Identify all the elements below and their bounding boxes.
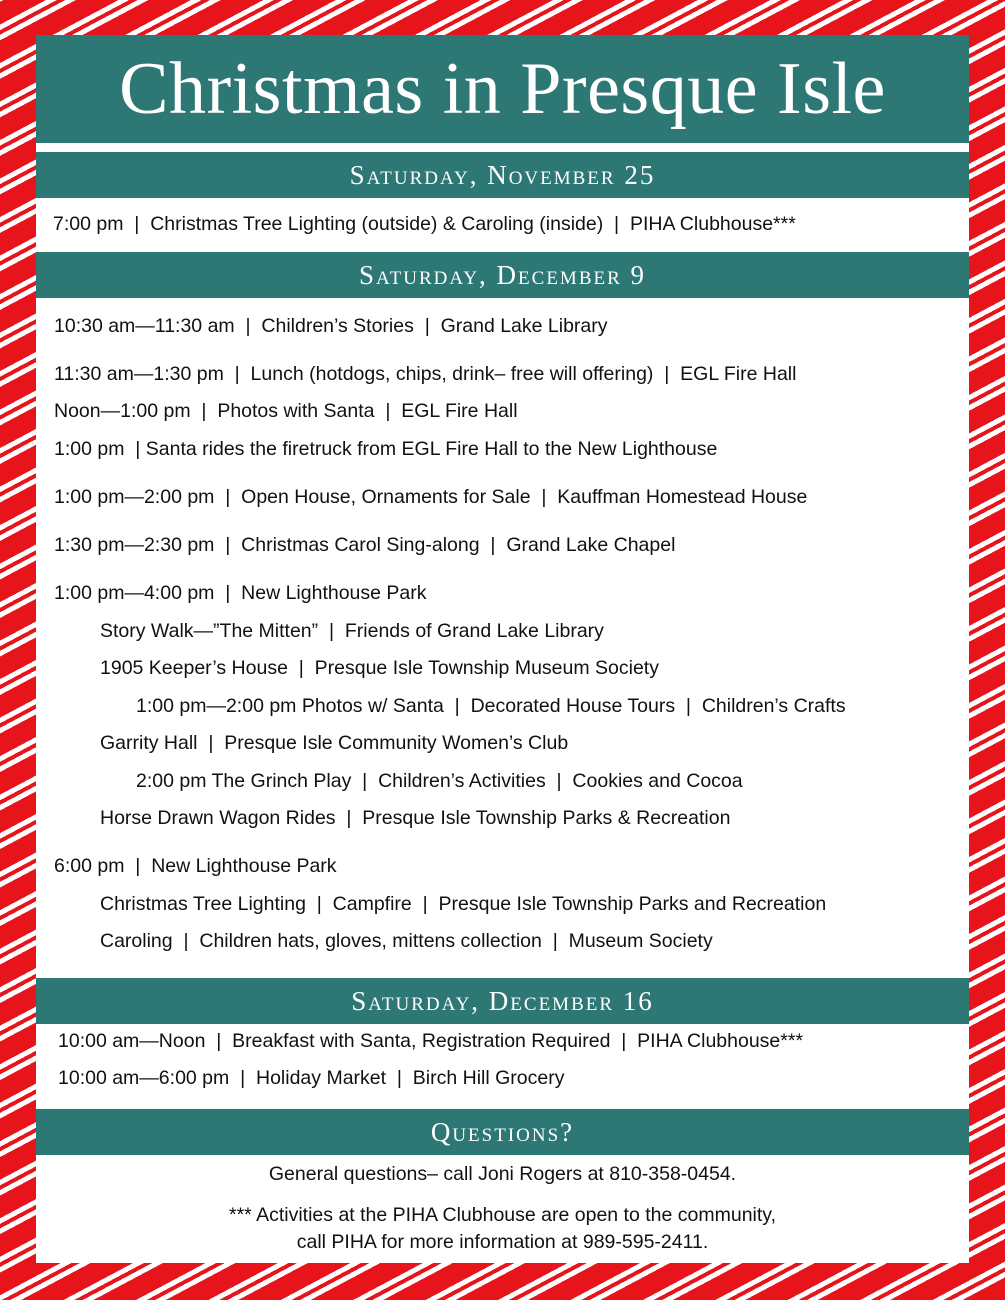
- event-subline: 1905 Keeper’s House | Presque Isle Township Museum Society: [100, 657, 659, 679]
- questions-line: call PIHA for more information at 989-595-2411.: [296, 1231, 709, 1253]
- flyer: [36, 35, 969, 1263]
- event-subline: Christmas Tree Lighting | Campfire | Presque Isle Township Parks and Recreation: [100, 893, 827, 915]
- section-heading-dec16: Saturday, December 16: [36, 978, 969, 1024]
- event-line: 7:00 pm | Christmas Tree Lighting (outside) & Caroling (inside) | PIHA Clubhouse***: [53, 213, 796, 235]
- event-line: 1:00 pm—2:00 pm | Open House, Ornaments for Sale | Kauffman Homestead House: [54, 486, 808, 508]
- event-line: 10:00 am—6:00 pm | Holiday Market | Birch Hill Grocery: [58, 1067, 565, 1089]
- page-title: Christmas in Presque Isle: [36, 35, 969, 143]
- event-subline: Garrity Hall | Presque Isle Community Women’s Club: [100, 732, 569, 754]
- event-line: 1:30 pm—2:30 pm | Christmas Carol Sing-along | Grand Lake Chapel: [54, 534, 676, 556]
- event-subline: Story Walk—”The Mitten” | Friends of Grand Lake Library: [100, 620, 604, 642]
- event-subline: Caroling | Children hats, gloves, mittens collection | Museum Society: [100, 930, 713, 952]
- event-subline: 2:00 pm The Grinch Play | Children’s Activities | Cookies and Cocoa: [136, 770, 743, 792]
- event-line: 10:00 am—Noon | Breakfast with Santa, Registration Required | PIHA Clubhouse***: [58, 1030, 804, 1052]
- questions-line: General questions– call Joni Rogers at 810-358-0454.: [268, 1163, 737, 1185]
- section-heading-questions: Questions?: [36, 1109, 969, 1155]
- event-subline: 1:00 pm—2:00 pm Photos w/ Santa | Decorated House Tours | Children’s Crafts: [136, 695, 846, 717]
- event-line: 11:30 am—1:30 pm | Lunch (hotdogs, chips, drink– free will offering) | EGL Fire Hall: [54, 363, 797, 385]
- questions-line: *** Activities at the PIHA Clubhouse are open to the community,: [228, 1204, 777, 1226]
- event-line: 10:30 am—11:30 am | Children’s Stories | Grand Lake Library: [54, 315, 608, 337]
- event-line: Noon—1:00 pm | Photos with Santa | EGL Fire Hall: [54, 400, 518, 422]
- section-heading-dec9: Saturday, December 9: [36, 252, 969, 298]
- event-line: 1:00 pm | Santa rides the firetruck from EGL Fire Hall to the New Lighthouse: [54, 438, 718, 460]
- event-subline: Horse Drawn Wagon Rides | Presque Isle Township Parks & Recreation: [100, 807, 731, 829]
- section-heading-nov25: Saturday, November 25: [36, 152, 969, 198]
- event-line: 1:00 pm—4:00 pm | New Lighthouse Park: [54, 582, 427, 604]
- event-line: 6:00 pm | New Lighthouse Park: [54, 855, 337, 877]
